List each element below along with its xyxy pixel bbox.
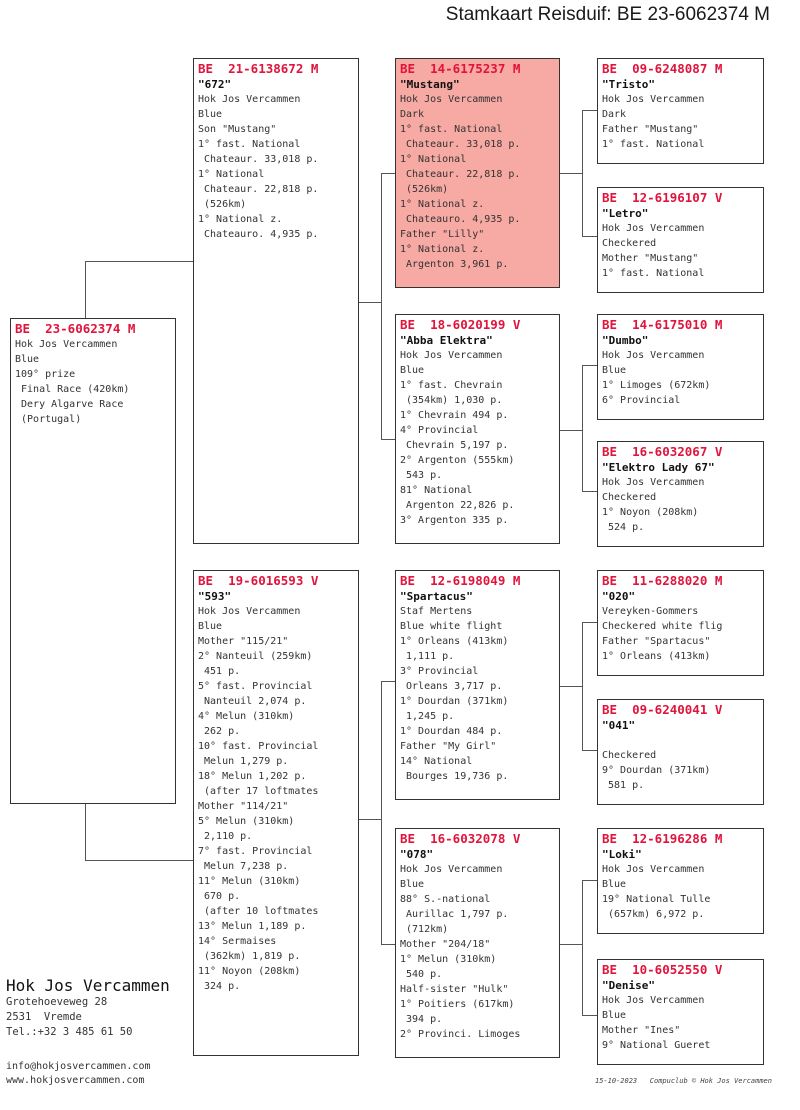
detail-line: Checkered	[602, 492, 657, 503]
connector	[582, 236, 597, 237]
pigeon-details	[602, 92, 759, 152]
pigeon-card-mff	[597, 570, 764, 676]
connector	[582, 491, 597, 492]
detail-line: 2° Argenton (555km)	[400, 455, 515, 466]
pigeon-name: "Letro"	[602, 207, 649, 220]
pigeon-name: "593"	[198, 590, 232, 603]
owner-phone: Tel.:+32 3 485 61 50	[6, 1026, 133, 1038]
detail-line: Blue	[198, 109, 223, 120]
pigeon-card-fmf	[597, 314, 764, 420]
detail-line: Hok Jos Vercammen	[602, 350, 705, 361]
pigeon-name: "Elektro Lady 67"	[602, 461, 715, 474]
connector	[381, 173, 395, 174]
detail-line: (712km)	[400, 924, 449, 935]
detail-line: 581 p.	[602, 780, 645, 791]
detail-line: 88° S.-national	[400, 894, 491, 905]
detail-line: Orleans 3,717 p.	[400, 681, 503, 692]
detail-line: 451 p.	[198, 666, 241, 677]
owner-street: Grotehoeveweg 28	[6, 996, 108, 1008]
detail-line: Father "My Girl"	[400, 741, 497, 752]
pigeon-details	[400, 604, 555, 784]
ring-number: BE 18-6020199 V	[400, 317, 521, 332]
pigeon-details	[602, 733, 759, 793]
detail-line: 4° Provincial	[400, 425, 479, 436]
pigeon-name: "041"	[602, 719, 636, 732]
ring-number: BE 12-6196107 V	[602, 190, 723, 205]
connector	[85, 804, 86, 860]
detail-line: (after 17 loftmates	[198, 786, 319, 797]
detail-line: 3° Provincial	[400, 666, 479, 677]
detail-line: (362km) 1,819 p.	[198, 951, 301, 962]
ring-number: BE 12-6196286 M	[602, 831, 723, 846]
footer-credit: 15-10-2023 Compuclub © Hok Jos Vercammen	[594, 1077, 772, 1085]
detail-line: 5° fast. Provincial	[198, 681, 313, 692]
detail-line: Hok Jos Vercammen	[400, 864, 503, 875]
detail-line: Hok Jos Vercammen	[602, 94, 705, 105]
connector	[381, 944, 395, 945]
detail-line: 1° Orleans (413km)	[602, 651, 711, 662]
connector	[381, 681, 382, 944]
ring-number: BE 10-6052550 V	[602, 962, 723, 977]
detail-line: Chateaur. 33,018 p.	[198, 154, 319, 165]
detail-line: 1° National z.	[400, 199, 485, 210]
pigeon-card-mfm	[597, 699, 764, 805]
connector	[560, 686, 582, 687]
connector	[582, 880, 583, 1015]
detail-line: 14° Sermaises	[198, 936, 277, 947]
detail-line: Hok Jos Vercammen	[400, 94, 503, 105]
connector	[582, 110, 597, 111]
connector	[582, 365, 583, 491]
pigeon-details	[602, 862, 759, 922]
detail-line: 1° Orleans (413km)	[400, 636, 509, 647]
connector	[582, 110, 583, 236]
owner-block	[6, 976, 170, 1040]
detail-line: 1° Dourdan 484 p.	[400, 726, 503, 737]
detail-line: 109° prize	[15, 369, 76, 380]
detail-line: (657km) 6,972 p.	[602, 909, 705, 920]
detail-line: 1° National	[400, 154, 467, 165]
pigeon-name: "Dumbo"	[602, 334, 649, 347]
pigeon-details	[602, 604, 759, 664]
detail-line: 14° National	[400, 756, 473, 767]
owner-name: Hok Jos Vercammen	[6, 976, 170, 995]
detail-line: (354km) 1,030 p.	[400, 395, 503, 406]
ring-number: BE 19-6016593 V	[198, 573, 319, 588]
detail-line: 540 p.	[400, 969, 443, 980]
owner-website[interactable]: www.hokjosvercammen.com	[6, 1075, 145, 1086]
pigeon-name: "Loki"	[602, 848, 642, 861]
detail-line: 1° Limoges (672km)	[602, 380, 711, 391]
detail-line: Chateaur. 22,818 p.	[198, 184, 319, 195]
detail-line: 1° fast. National	[602, 268, 705, 279]
detail-line: 9° Dourdan (371km)	[602, 765, 711, 776]
detail-line: 1° fast. National	[198, 139, 301, 150]
pigeon-card-mmm	[597, 959, 764, 1065]
pigeon-details	[400, 862, 555, 1042]
detail-line: Blue	[602, 365, 627, 376]
pigeon-details	[602, 993, 759, 1053]
detail-line: Mother "204/18"	[400, 939, 491, 950]
detail-line: Blue	[400, 365, 425, 376]
detail-line: 394 p.	[400, 1014, 443, 1025]
detail-line: 1° Poitiers (617km)	[400, 999, 515, 1010]
connector	[85, 261, 193, 262]
ring-number: BE 09-6248087 M	[602, 61, 723, 76]
detail-line: 1° fast. National	[400, 124, 503, 135]
detail-line: 5° Melun (310km)	[198, 816, 295, 827]
connector	[560, 944, 582, 945]
detail-line: Blue	[602, 879, 627, 890]
detail-line: Bourges 19,736 p.	[400, 771, 509, 782]
pigeon-card-mmf	[597, 828, 764, 934]
detail-line: 18° Melun 1,202 p.	[198, 771, 307, 782]
pigeon-name: "Abba Elektra"	[400, 334, 493, 347]
detail-line: 1° National	[198, 169, 265, 180]
detail-line: 1° fast. Chevrain	[400, 380, 503, 391]
detail-line: 3° Argenton 335 p.	[400, 515, 509, 526]
detail-line: 13° Melun 1,189 p.	[198, 921, 307, 932]
ring-number: BE 16-6032067 V	[602, 444, 723, 459]
detail-line	[602, 733, 759, 748]
detail-line: Chateaur. 33,018 p.	[400, 139, 521, 150]
page-title: Stamkaart Reisduif: BE 23-6062374 M	[445, 4, 770, 25]
detail-line: 1° National z.	[400, 244, 485, 255]
detail-line: Melun 7,238 p.	[198, 861, 289, 872]
detail-line: Final Race (420km)	[15, 384, 130, 395]
detail-line: Mother "115/21"	[198, 636, 289, 647]
connector	[85, 261, 86, 319]
ring-number: BE 14-6175237 M	[400, 61, 521, 76]
detail-line: Mother "Mustang"	[602, 253, 699, 264]
detail-line: Chateauro. 4,935 p.	[198, 229, 319, 240]
pigeon-details	[198, 92, 354, 242]
detail-line: Checkered white flig	[602, 621, 723, 632]
pigeon-name: "672"	[198, 78, 232, 91]
detail-line: Father "Lilly"	[400, 229, 485, 240]
connector	[582, 622, 583, 750]
detail-line: 1° Chevrain 494 p.	[400, 410, 509, 421]
detail-line: 6° Provincial	[602, 395, 681, 406]
detail-line: Chateauro. 4,935 p.	[400, 214, 521, 225]
detail-line: Checkered	[602, 238, 657, 249]
detail-line: 543 p.	[400, 470, 443, 481]
connector	[359, 819, 381, 820]
connector	[582, 622, 597, 623]
detail-line: Blue	[198, 621, 223, 632]
connector	[582, 750, 597, 751]
ring-number: BE 14-6175010 M	[602, 317, 723, 332]
pigeon-card-mother-mother	[395, 828, 560, 1058]
pigeon-card-father-father	[395, 58, 560, 288]
contact-block	[6, 1060, 151, 1088]
connector	[381, 439, 395, 440]
detail-line: (Portugal)	[15, 414, 82, 425]
pigeon-card-fmm	[597, 441, 764, 547]
connector	[381, 173, 382, 439]
pigeon-details	[400, 92, 555, 272]
connector	[85, 860, 193, 861]
detail-line: Blue white flight	[400, 621, 503, 632]
detail-line: 324 p.	[198, 981, 241, 992]
detail-line: Argenton 22,826 p.	[400, 500, 515, 511]
owner-email[interactable]: info@hokjosvercammen.com	[6, 1061, 151, 1072]
detail-line: Dark	[602, 109, 627, 120]
pigeon-details	[602, 348, 759, 408]
detail-line: 2° Nanteuil (259km)	[198, 651, 313, 662]
pigeon-name: "Mustang"	[400, 78, 460, 91]
detail-line: 1° National z.	[198, 214, 283, 225]
detail-line: Dark	[400, 109, 425, 120]
detail-line: 670 p.	[198, 891, 241, 902]
detail-line: 1° fast. National	[602, 139, 705, 150]
detail-line: 11° Noyon (208km)	[198, 966, 301, 977]
connector	[381, 681, 395, 682]
pigeon-name: "078"	[400, 848, 434, 861]
detail-line: Aurillac 1,797 p.	[400, 909, 509, 920]
detail-line: (526km)	[198, 199, 247, 210]
pigeon-details	[198, 604, 354, 994]
connector	[560, 173, 582, 174]
ring-number: BE 16-6032078 V	[400, 831, 521, 846]
detail-line: Dery Algarve Race	[15, 399, 124, 410]
pigeon-details	[602, 221, 759, 281]
detail-line: 4° Melun (310km)	[198, 711, 295, 722]
pigeon-card-fff	[597, 58, 764, 164]
detail-line: 1° Melun (310km)	[400, 954, 497, 965]
detail-line: Son "Mustang"	[198, 124, 277, 135]
detail-line: Blue	[15, 354, 40, 365]
pigeon-name: "Denise"	[602, 979, 655, 992]
detail-line: Father "Spartacus"	[602, 636, 711, 647]
detail-line: 2,110 p.	[198, 831, 253, 842]
pigeon-card-father-mother	[395, 314, 560, 544]
ring-number: BE 11-6288020 M	[602, 573, 723, 588]
detail-line: 2° Provinci. Limoges	[400, 1029, 521, 1040]
detail-line: Nanteuil 2,074 p.	[198, 696, 307, 707]
pigeon-details	[602, 475, 759, 535]
detail-line: 19° National Tulle	[602, 894, 711, 905]
detail-line: 9° National Gueret	[602, 1040, 711, 1051]
detail-line: Hok Jos Vercammen	[602, 223, 705, 234]
detail-line: Chevrain 5,197 p.	[400, 440, 509, 451]
detail-line: Argenton 3,961 p.	[400, 259, 509, 270]
pigeon-name: "Spartacus"	[400, 590, 473, 603]
detail-line: 1,245 p.	[400, 711, 455, 722]
detail-line: 1° Dourdan (371km)	[400, 696, 509, 707]
detail-line: 81° National	[400, 485, 473, 496]
pigeon-card-father	[193, 58, 359, 544]
detail-line: 11° Melun (310km)	[198, 876, 301, 887]
detail-line: 524 p.	[602, 522, 645, 533]
detail-line: 7° fast. Provincial	[198, 846, 313, 857]
pigeon-card-subject	[10, 318, 176, 804]
detail-line: Hok Jos Vercammen	[198, 94, 301, 105]
detail-line: Hok Jos Vercammen	[602, 995, 705, 1006]
detail-line: Mother "Ines"	[602, 1025, 681, 1036]
detail-line: Checkered	[602, 750, 657, 761]
ring-number: BE 09-6240041 V	[602, 702, 723, 717]
connector	[582, 1015, 597, 1016]
detail-line: (after 10 loftmates	[198, 906, 319, 917]
ring-number: BE 21-6138672 M	[198, 61, 319, 76]
connector	[582, 365, 597, 366]
detail-line: Hok Jos Vercammen	[198, 606, 301, 617]
pigeon-name: "020"	[602, 590, 636, 603]
detail-line: 1° Noyon (208km)	[602, 507, 699, 518]
pigeon-card-ffm	[597, 187, 764, 293]
ring-number: BE 23-6062374 M	[15, 321, 136, 336]
owner-city: 2531 Vremde	[6, 1011, 82, 1023]
pigeon-details	[400, 348, 555, 528]
detail-line: Staf Mertens	[400, 606, 473, 617]
connector	[582, 880, 597, 881]
detail-line: 262 p.	[198, 726, 241, 737]
detail-line: (526km)	[400, 184, 449, 195]
detail-line: Vereyken-Gommers	[602, 606, 699, 617]
detail-line: Chateaur. 22,818 p.	[400, 169, 521, 180]
pigeon-card-mother-father	[395, 570, 560, 800]
pigeon-details	[15, 337, 171, 427]
detail-line: Mother "114/21"	[198, 801, 289, 812]
detail-line: 10° fast. Provincial	[198, 741, 319, 752]
detail-line: Half-sister "Hulk"	[400, 984, 509, 995]
pigeon-name: "Tristo"	[602, 78, 655, 91]
detail-line: Blue	[602, 1010, 627, 1021]
detail-line: 1,111 p.	[400, 651, 455, 662]
connector	[359, 302, 381, 303]
detail-line: Melun 1,279 p.	[198, 756, 289, 767]
detail-line: Father "Mustang"	[602, 124, 699, 135]
detail-line: Hok Jos Vercammen	[602, 477, 705, 488]
connector	[560, 430, 582, 431]
pigeon-card-mother	[193, 570, 359, 1056]
detail-line: Hok Jos Vercammen	[15, 339, 118, 350]
detail-line: Blue	[400, 879, 425, 890]
detail-line: Hok Jos Vercammen	[400, 350, 503, 361]
detail-line: Hok Jos Vercammen	[602, 864, 705, 875]
ring-number: BE 12-6198049 M	[400, 573, 521, 588]
